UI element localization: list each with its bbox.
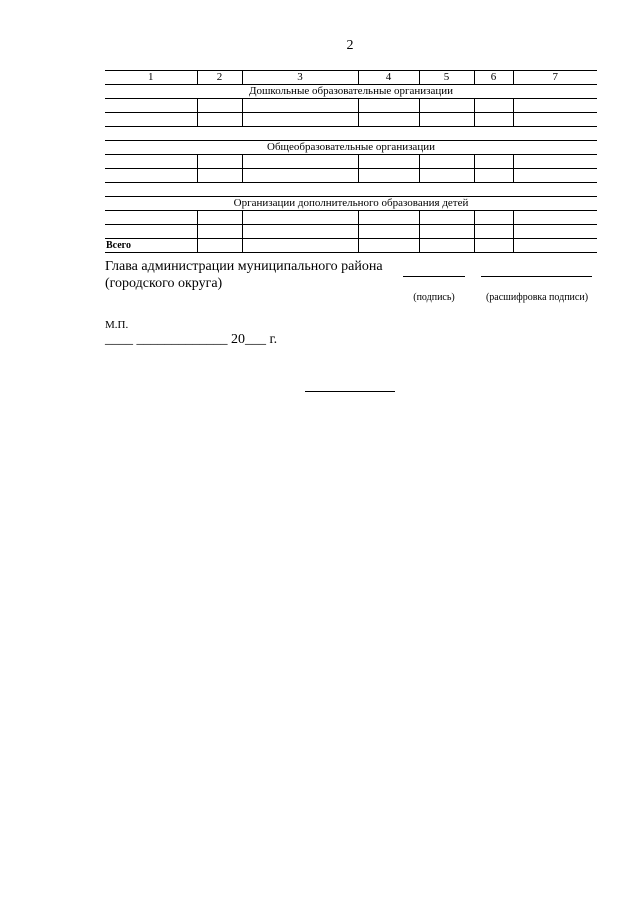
table-cell [513,99,597,113]
table-cell [474,113,513,127]
table-row [105,155,597,169]
table-cell [197,225,242,239]
column-header: 6 [474,71,513,85]
table-cell [419,113,474,127]
table-cell [419,169,474,183]
table-cell [242,239,358,253]
section-row [105,85,597,99]
table-header-row [105,71,597,85]
table-cell [474,155,513,169]
table-cell [105,169,197,183]
section-row [105,197,597,211]
column-header: 3 [242,71,358,85]
table-cell [419,239,474,253]
signature-line [403,276,465,277]
table-cell [242,225,358,239]
section-title: Организации дополнительного образования детей [105,197,597,211]
table-cell [358,113,419,127]
table-cell [419,155,474,169]
table-cell [105,99,197,113]
signature-decode-caption: (расшифровка подписи) [485,292,589,303]
table-cell [419,225,474,239]
table-row [105,169,597,183]
column-header: 4 [358,71,419,85]
column-header: 2 [197,71,242,85]
table-row [105,211,597,225]
column-header: 7 [513,71,597,85]
signatory-position [105,258,383,292]
table-cell [474,169,513,183]
table-cell [474,211,513,225]
table-row-spacer [105,183,597,197]
signature-decode-line [481,276,592,277]
table-cell [513,113,597,127]
table-cell [474,225,513,239]
table-cell [242,99,358,113]
table-cell [513,239,597,253]
column-header: 5 [419,71,474,85]
table-cell [358,155,419,169]
table-row [105,113,597,127]
table-cell [105,183,597,197]
table-cell [242,169,358,183]
table-cell [242,211,358,225]
table-cell [105,211,197,225]
report-table [105,70,597,253]
table-cell [358,211,419,225]
table-cell [513,211,597,225]
table-cell [242,155,358,169]
table-cell [197,99,242,113]
table-cell [358,169,419,183]
table-cell [105,127,597,141]
table-cell [197,169,242,183]
table-cell [358,99,419,113]
table-cell [105,113,197,127]
position-line-1: Глава администрации муниципального района [105,259,383,274]
table-cell [358,239,419,253]
total-label: Всего [105,239,197,253]
table-cell [197,113,242,127]
table-cell [197,239,242,253]
document-end-line [305,391,395,392]
table-cell [105,155,197,169]
signature-caption: (подпись) [413,292,455,303]
section-title: Дошкольные образовательные организации [105,85,597,99]
table-cell [105,225,197,239]
stamp-label: М.П. [105,319,129,331]
date-line: ____ _____________ 20___ г. [105,332,278,347]
section-title: Общеобразовательные организации [105,141,597,155]
table-cell [419,99,474,113]
section-row [105,141,597,155]
column-header: 1 [105,71,197,85]
table-row [105,99,597,113]
table-cell [474,239,513,253]
table-row [105,225,597,239]
table-cell [419,211,474,225]
table-cell [197,155,242,169]
table-cell [242,113,358,127]
total-row [105,239,597,253]
table-cell [513,225,597,239]
table-cell [513,155,597,169]
table-cell [358,225,419,239]
table-cell [474,99,513,113]
table-cell [513,169,597,183]
position-line-2: (городского округа) [105,276,223,291]
table-row-spacer [105,127,597,141]
page-number: 2 [346,38,354,53]
table-cell [197,211,242,225]
